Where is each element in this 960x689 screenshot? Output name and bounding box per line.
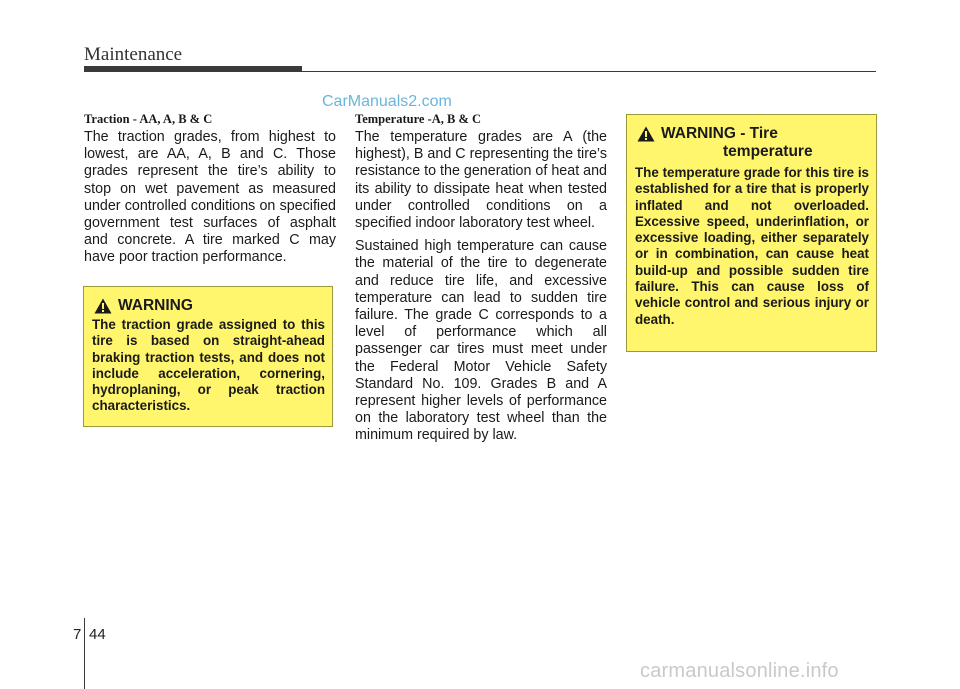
- temperature-warning-header-line2: [635, 143, 869, 161]
- warning-triangle-icon: [637, 126, 655, 142]
- traction-subhead: Traction - AA, A, B & C: [84, 112, 213, 126]
- temperature-paragraph-2: Sustained high temperature can cause the material of the tire to degenerate and reduce tire life, and excessive temperature can lead to sudden tire failure. The grade C corresponds to a level of performance which all passenger car tires must meet under the Federal Motor Vehicle Safety Standard No. 109. Grades B and A represent higher levels of performance on the laboratory test wheel than the minimum required by law.: [355, 238, 607, 444]
- header-rule-thick: [84, 66, 302, 72]
- temperature-warning-text: The temperature grade for this tire is established for a tire that is properly inflated and not overloaded. Excessive speed, underinflation, or excessive loading, either separately or in combination, can cause heat build-up and possible sudden tire failure. This can cause loss of vehicle control and serious injury or death.: [635, 165, 869, 327]
- temperature-warning-box: [626, 114, 877, 352]
- temperature-warning-title-line1: WARNING - Tire: [661, 125, 778, 142]
- traction-paragraph: The traction grades, from highest to lowest, are AA, A, B and C. Those grades represent the tire’s ability to stop on wet pavement as measured under controlled conditions on specified government test surfaces of asphalt and concrete. A tire marked C may have poor traction performance.: [84, 129, 336, 266]
- watermark-bottom: carmanualsonline.info: [640, 660, 839, 682]
- warning-triangle-icon: [94, 298, 112, 314]
- left-column: [84, 112, 336, 273]
- header-rule-thin: [302, 71, 876, 72]
- footer-page-number: 44: [89, 626, 106, 643]
- watermark-top: CarManuals2.com: [322, 93, 452, 110]
- traction-warning-header: [92, 297, 325, 315]
- traction-warning-title: WARNING: [118, 297, 193, 314]
- middle-column: [355, 112, 607, 451]
- footer-rule: [84, 618, 85, 689]
- temperature-paragraph-1: The temperature grades are A (the highest), B and C representing the tire’s resistance to the generation of heat and its ability to dissipate heat when tested under controlled conditions on a specified indoor laboratory test wheel.: [355, 129, 607, 232]
- page-header-title: Maintenance: [84, 44, 183, 65]
- traction-warning-text: The traction grade assigned to this tire is based on straight-ahead braking traction tests, and does not include acceleration, cornering, hydroplaning, or peak traction characteristics.: [92, 317, 325, 414]
- footer-chapter-number: 7: [73, 626, 82, 643]
- temperature-warning-title-line2: temperature: [723, 143, 813, 160]
- temperature-subhead: Temperature -A, B & C: [355, 112, 482, 126]
- temperature-warning-title: [661, 125, 778, 143]
- traction-warning-box: [83, 286, 333, 427]
- temperature-warning-header: [635, 125, 869, 143]
